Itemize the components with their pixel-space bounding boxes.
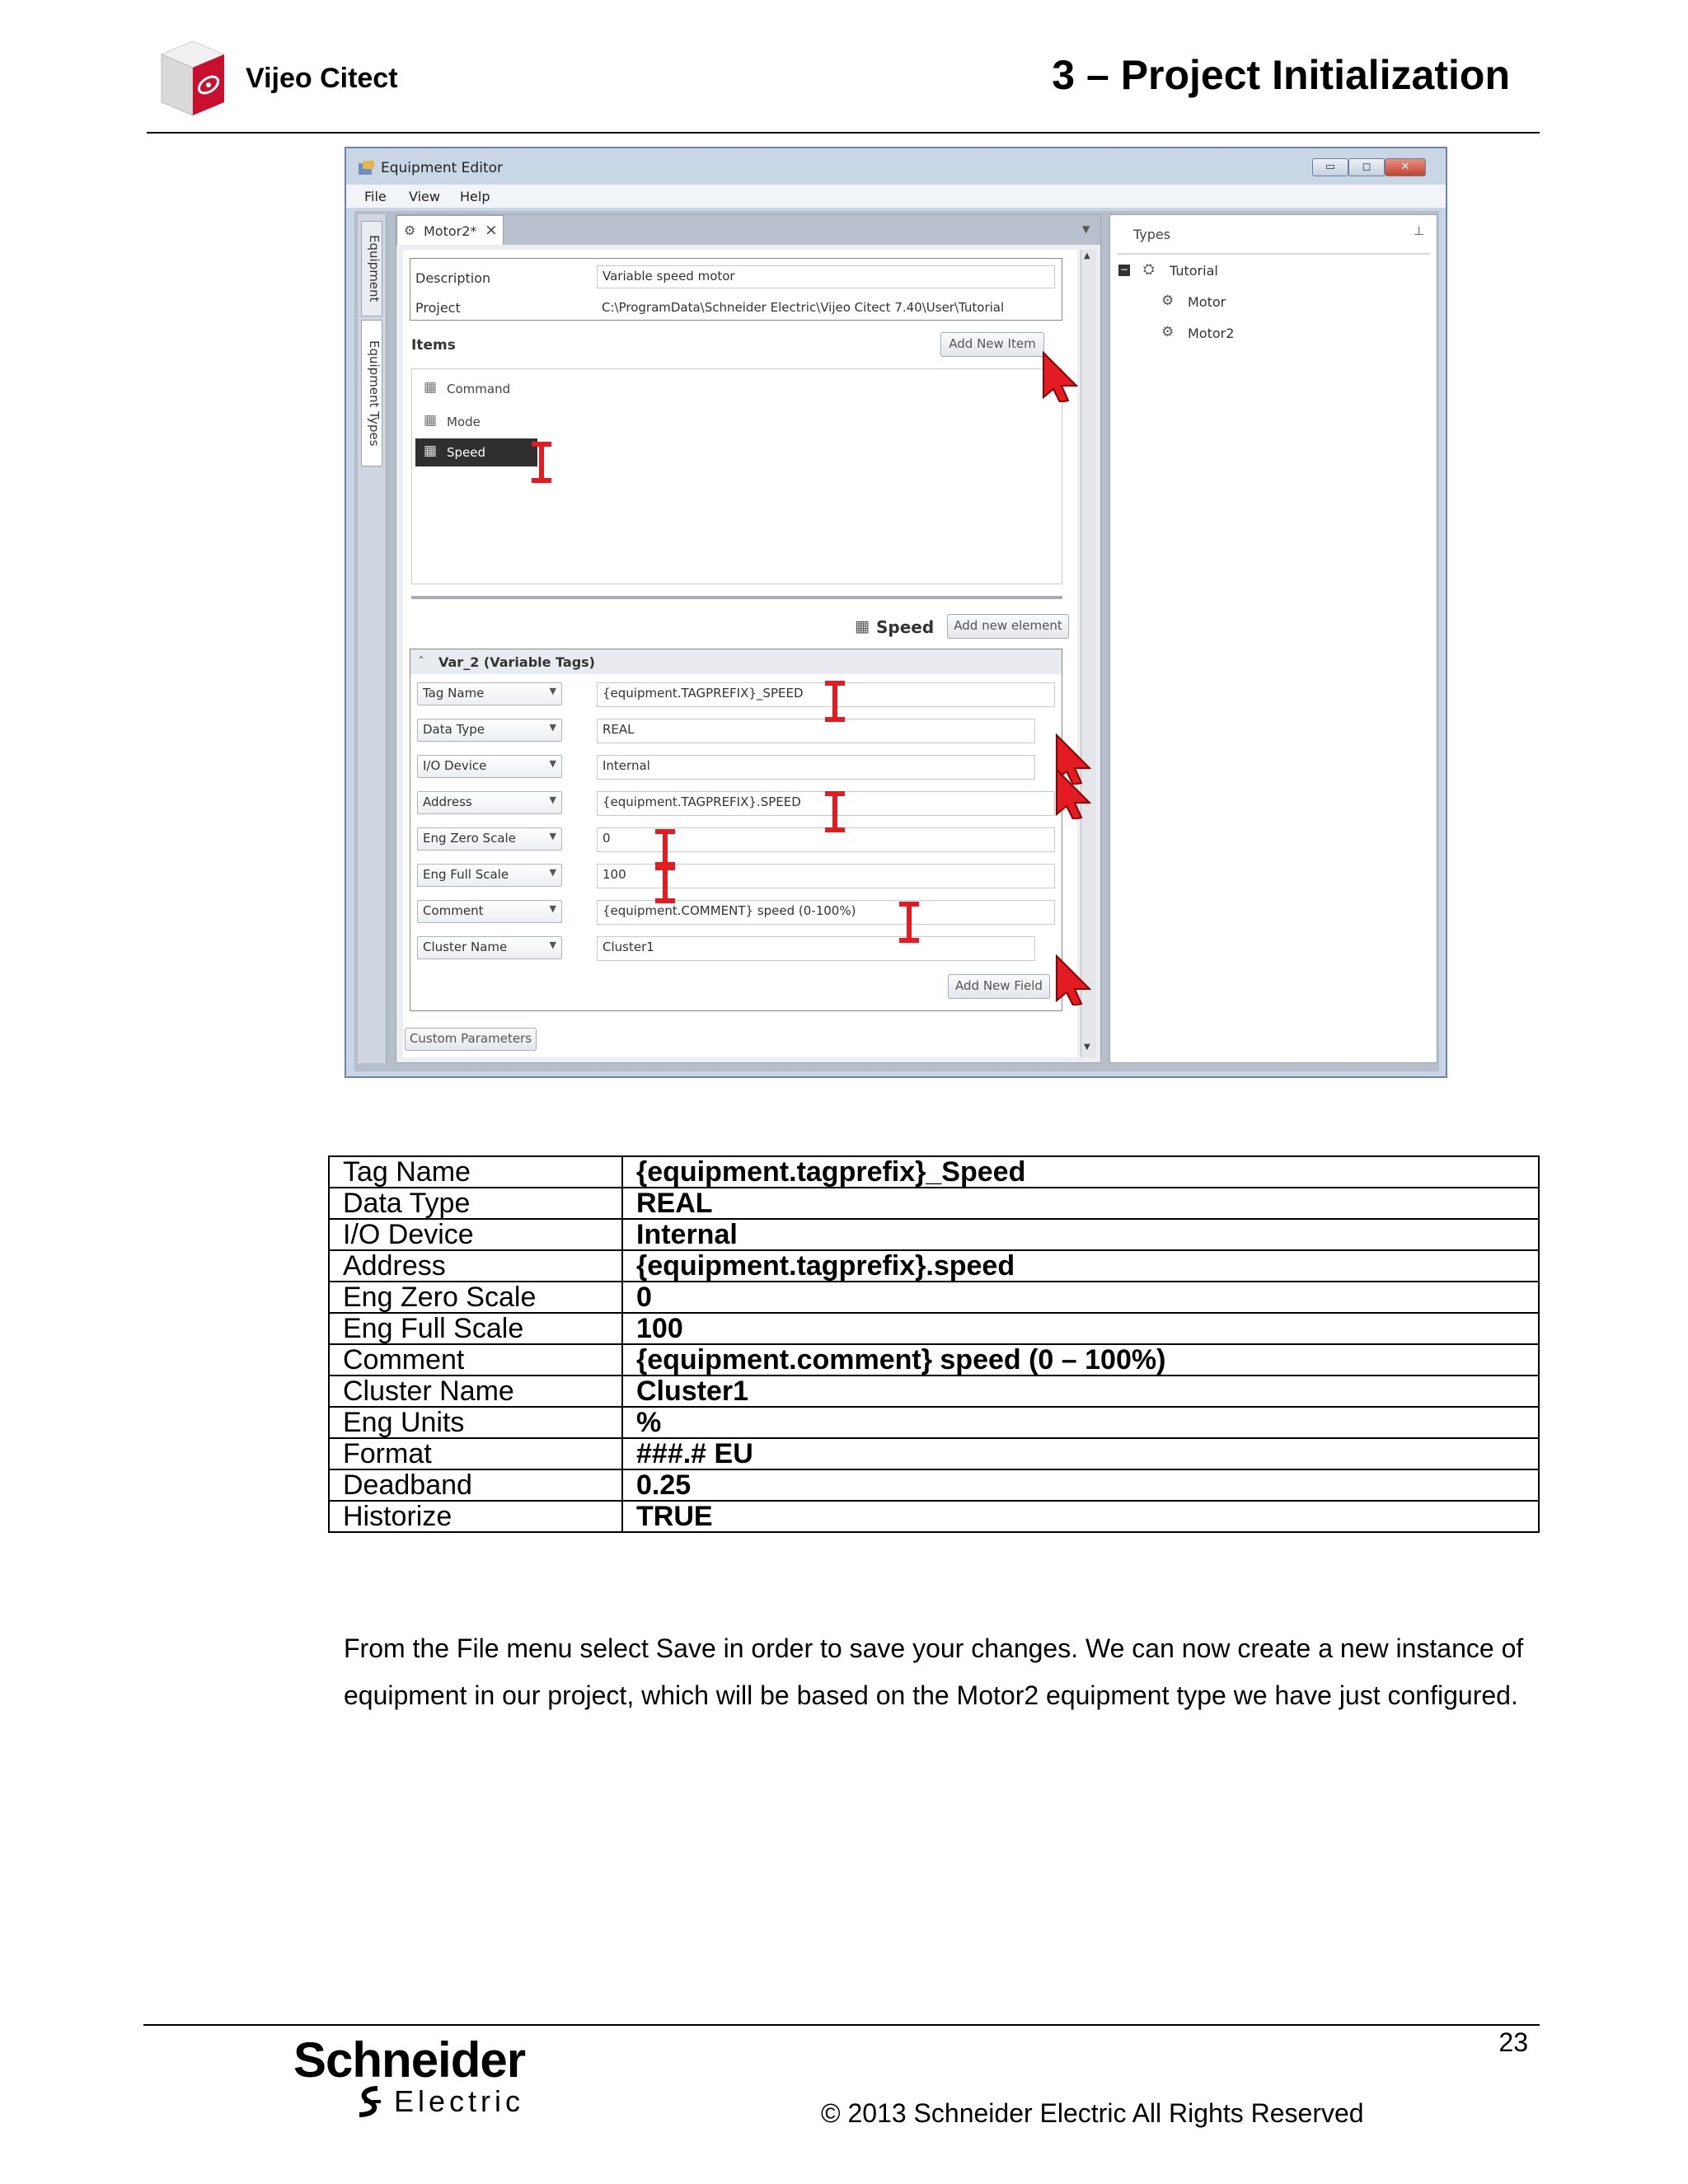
table-row (329, 1344, 1539, 1376)
property-value: ###.# EU (622, 1438, 1539, 1469)
project-folder-icon: ⛭ (1143, 261, 1155, 278)
window-title: Equipment Editor (381, 160, 503, 176)
table-row (329, 1188, 1539, 1219)
items-list (411, 368, 1062, 584)
description-label: Description (415, 270, 491, 286)
property-value: {equipment.comment} speed (0 – 100%) (622, 1344, 1539, 1376)
table-row (329, 1501, 1539, 1532)
variable-tags-group (410, 649, 1062, 1011)
table-row (329, 1376, 1539, 1407)
property-name: Eng Zero Scale (329, 1282, 622, 1313)
item-icon: ▦ (424, 443, 438, 459)
property-value: Cluster1 (622, 1376, 1539, 1407)
chapter-title: 3 – Project Initialization (1052, 52, 1510, 98)
dropdown-arrow-icon: ▼ (549, 722, 556, 733)
property-name: Tag Name (329, 1156, 622, 1188)
page-number: 23 (1498, 2027, 1528, 2057)
tab-motor2[interactable] (396, 215, 504, 245)
menu-bar (346, 185, 1446, 208)
scroll-down-icon[interactable]: ▼ (1084, 1043, 1090, 1052)
project-path: C:\ProgramData\Schneider Electric\Vijeo Citect 7.40\User\Tutorial (602, 300, 1005, 315)
annotation-text-cursor-icon (897, 902, 921, 943)
field-dropdown-tag-name[interactable] (417, 682, 562, 705)
menu-view[interactable]: View (409, 189, 440, 204)
property-value: {equipment.tagprefix}.speed (622, 1250, 1539, 1282)
tab-list-chevron-icon[interactable]: ▼ (1082, 223, 1090, 235)
property-value: 0 (622, 1282, 1539, 1313)
close-tab-icon[interactable]: × (485, 221, 498, 239)
field-value-comment[interactable]: {equipment.COMMENT} speed (0-100%) (597, 900, 1055, 925)
scroll-up-icon[interactable]: ▲ (1084, 251, 1090, 260)
field-value-data-type[interactable]: REAL (597, 719, 1035, 743)
field-value-address[interactable]: {equipment.TAGPREFIX}.SPEED (597, 791, 1055, 816)
table-row (329, 1250, 1539, 1282)
description-field[interactable]: Variable speed motor (597, 265, 1055, 288)
tree-node-motor2[interactable]: Motor2 (1188, 326, 1235, 341)
document-scrollbar[interactable] (1081, 250, 1096, 1057)
annotation-arrow-icon (1053, 954, 1091, 1005)
property-name: Format (329, 1438, 622, 1469)
field-label: Eng Zero Scale (423, 831, 516, 846)
field-dropdown-comment[interactable] (417, 900, 562, 923)
types-pane (1109, 214, 1437, 1063)
property-value: 0.25 (622, 1469, 1539, 1501)
footer-divider (143, 2024, 1540, 2026)
annotation-text-cursor-icon (653, 862, 678, 903)
equipment-type-icon: ⚙ (404, 223, 416, 238)
property-name: Cluster Name (329, 1376, 622, 1407)
equipment-type-icon: ⚙ (1161, 324, 1175, 340)
instruction-paragraph: From the File menu select Save in order to save your changes. We can now create a new instance of equipment in our project, which will be based on the Motor2 equipment type we have just configured. (344, 1633, 1524, 1710)
maximize-button[interactable]: ◻ (1348, 158, 1385, 176)
list-item-label: Command (447, 382, 511, 396)
close-window-button[interactable]: ✕ (1385, 158, 1426, 176)
annotation-text-cursor-icon (823, 791, 847, 832)
property-value: TRUE (622, 1501, 1539, 1532)
variable-tag-properties-table (328, 1155, 1540, 1533)
property-name: Deadband (329, 1469, 622, 1501)
logo-wordmark-top: Schneider (293, 2032, 526, 2088)
tab-equipment[interactable]: Equipment (361, 221, 382, 316)
custom-parameters-button[interactable]: Custom Parameters (405, 1028, 537, 1051)
add-new-item-button[interactable]: Add New Item (940, 332, 1044, 357)
tab-motor2-label: Motor2* (424, 223, 477, 239)
dropdown-arrow-icon: ▼ (549, 794, 556, 805)
annotation-arrow-icon (1053, 768, 1091, 819)
header-divider (147, 132, 1540, 134)
items-heading: Items (411, 337, 456, 354)
property-name: Data Type (329, 1188, 622, 1219)
annotation-arrow-icon (1040, 351, 1078, 402)
schneider-electric-logo (293, 2032, 526, 2118)
editor-app-icon (358, 160, 376, 176)
dropdown-arrow-icon: ▼ (549, 867, 556, 878)
dropdown-arrow-icon: ▼ (549, 686, 556, 696)
annotation-text-cursor-icon (823, 681, 847, 722)
table-row (329, 1282, 1539, 1313)
table-row (329, 1438, 1539, 1469)
collapse-node-icon[interactable]: − (1119, 264, 1129, 275)
table-row (329, 1407, 1539, 1438)
minimize-button[interactable]: ▭ (1312, 158, 1348, 176)
table-row (329, 1219, 1539, 1250)
field-dropdown-cluster-name[interactable] (417, 936, 562, 959)
item-icon: ▦ (424, 412, 438, 429)
splitter[interactable] (411, 596, 1062, 599)
annotation-text-cursor-icon (529, 442, 554, 483)
menu-help[interactable]: Help (460, 189, 490, 204)
element-heading: Speed (876, 617, 935, 637)
tab-equipment-types[interactable]: Equipment Types (361, 320, 382, 466)
field-label: Eng Full Scale (423, 867, 509, 882)
field-label: Data Type (423, 722, 485, 737)
property-name: Comment (329, 1344, 622, 1376)
field-value-cluster-name[interactable]: Cluster1 (597, 936, 1035, 961)
field-label: Address (423, 794, 472, 809)
dropdown-arrow-icon: ▼ (549, 903, 556, 914)
table-row (329, 1313, 1539, 1344)
field-value-eng-zero-scale[interactable]: 0 (597, 827, 1055, 852)
dropdown-arrow-icon: ▼ (549, 758, 556, 769)
field-value-io-device[interactable]: Internal (597, 755, 1035, 780)
field-label: Cluster Name (423, 940, 508, 954)
field-label: I/O Device (423, 758, 487, 773)
pin-icon[interactable]: ⊥ (1414, 223, 1425, 238)
document-area (396, 214, 1101, 1063)
tree-node-motor[interactable]: Motor (1188, 294, 1226, 310)
collapse-chevron-icon[interactable]: ⌃ (417, 654, 426, 666)
list-item-label: Speed (447, 445, 486, 460)
project-label: Project (415, 300, 461, 316)
property-value: REAL (622, 1188, 1539, 1219)
dropdown-arrow-icon: ▼ (549, 831, 556, 841)
properties-box (410, 258, 1062, 321)
property-value: % (622, 1407, 1539, 1438)
list-item-speed-selected[interactable] (415, 438, 537, 466)
property-value: {equipment.tagprefix}_Speed (622, 1156, 1539, 1188)
field-dropdown-eng-zero-scale[interactable] (417, 827, 562, 851)
field-dropdown-address[interactable] (417, 791, 562, 814)
product-name: Vijeo Citect (246, 63, 398, 94)
add-new-field-button[interactable]: Add New Field (948, 974, 1050, 999)
dropdown-arrow-icon: ▼ (549, 940, 556, 950)
types-divider (1117, 253, 1430, 255)
equipment-type-icon: ⚙ (1161, 293, 1175, 309)
copyright-notice: © 2013 Schneider Electric All Rights Reserved (821, 2098, 1364, 2128)
add-new-element-button[interactable]: Add new element (947, 614, 1069, 639)
field-dropdown-eng-full-scale[interactable] (417, 864, 562, 887)
side-tab-strip (358, 214, 387, 1063)
property-value: Internal (622, 1219, 1539, 1250)
tree-node-tutorial[interactable]: Tutorial (1170, 263, 1218, 279)
property-name: Eng Units (329, 1407, 622, 1438)
field-value-tag-name[interactable]: {equipment.TAGPREFIX}_SPEED (597, 682, 1055, 707)
types-title: Types (1133, 227, 1171, 242)
table-row (329, 1469, 1539, 1501)
field-value-eng-full-scale[interactable]: 100 (597, 864, 1055, 888)
menu-file[interactable]: File (364, 189, 387, 204)
equipment-editor-window (345, 147, 1447, 1078)
property-value: 100 (622, 1313, 1539, 1344)
field-label: Comment (423, 903, 484, 918)
field-label: Tag Name (423, 686, 485, 701)
property-name: Historize (329, 1501, 622, 1532)
element-icon: ▦ (855, 617, 870, 635)
logo-wordmark-bottom: Electric (394, 2084, 525, 2118)
property-name: I/O Device (329, 1219, 622, 1250)
property-name: Eng Full Scale (329, 1313, 622, 1344)
schneider-life-is-on-icon (353, 2085, 386, 2118)
field-dropdown-io-device[interactable] (417, 755, 562, 778)
property-name: Address (329, 1250, 622, 1282)
list-item-label: Mode (447, 415, 481, 429)
field-dropdown-data-type[interactable] (417, 719, 562, 742)
vijeo-citect-logo-icon (153, 36, 227, 119)
item-icon: ▦ (424, 379, 438, 396)
group-heading: Var_2 (Variable Tags) (438, 654, 595, 670)
table-row (329, 1156, 1539, 1188)
document-page (403, 250, 1077, 1057)
